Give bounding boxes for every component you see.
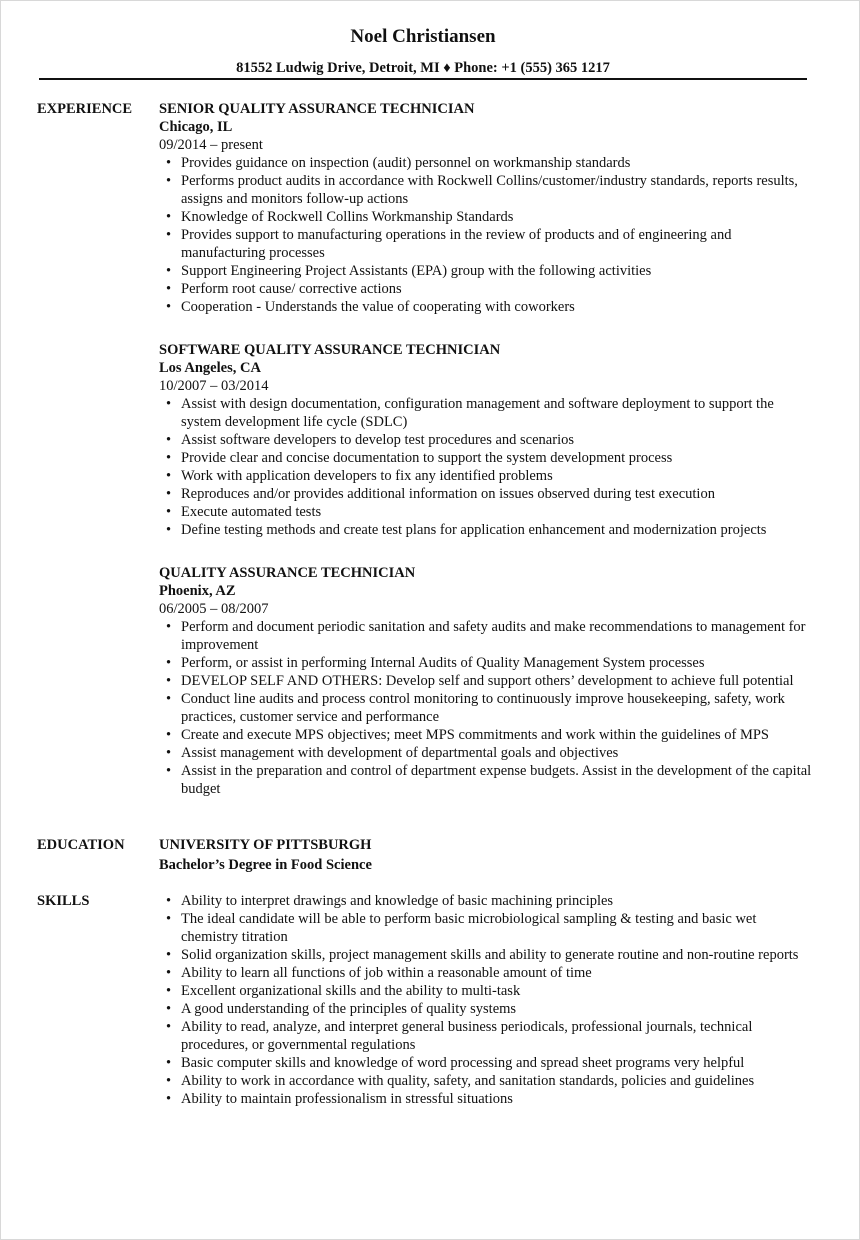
bullet-item: • Conduct line audits and process control monitoring to continuously improve housekeeping, safety, work practices, customer service and performance — [181, 690, 814, 726]
skill-item: • Excellent organizational skills and the ability to multi-task — [181, 982, 814, 1000]
bullet-item: • Assist software developers to develop test procedures and scenarios — [181, 431, 814, 449]
school-name: UNIVERSITY OF PITTSBURGH — [159, 837, 372, 853]
skill-item: • Basic computer skills and knowledge of word processing and spread sheet programs very helpful — [181, 1054, 814, 1072]
job-location: Los Angeles, CA — [159, 360, 261, 376]
bullet-item: • Define testing methods and create test plans for application enhancement and modernization projects — [181, 521, 814, 539]
job-title: SOFTWARE QUALITY ASSURANCE TECHNICIAN — [159, 342, 501, 358]
bullet-item: • Perform and document periodic sanitation and safety audits and make recommendations to management for improvement — [181, 618, 814, 654]
job-location: Phoenix, AZ — [159, 583, 236, 599]
section-heading-skills: SKILLS — [37, 893, 90, 909]
skill-item: • Ability to work in accordance with quality, safety, and sanitation standards, policies and guidelines — [181, 1072, 814, 1090]
bullet-item: • Assist management with development of departmental goals and objectives — [181, 744, 814, 762]
job-bullets — [159, 618, 814, 798]
job-entry — [159, 341, 814, 539]
resume-header — [39, 25, 807, 78]
bullet-item: • Execute automated tests — [181, 503, 814, 521]
skill-item: • A good understanding of the principles of quality systems — [181, 1000, 814, 1018]
bullet-item: • Create and execute MPS objectives; meet MPS commitments and work within the guidelines of MPS — [181, 726, 814, 744]
bullet-item: • Assist with design documentation, configuration management and software deployment to support the system development life cycle (SDLC) — [181, 395, 814, 431]
skill-item: • Solid organization skills, project management skills and ability to generate routine and non-routine reports — [181, 946, 814, 964]
bullet-item: • Work with application developers to fix any identified problems — [181, 467, 814, 485]
bullet-item: • DEVELOP SELF AND OTHERS: Develop self and support others’ development to achieve full potential — [181, 672, 814, 690]
header-divider — [39, 78, 807, 80]
job-title: SENIOR QUALITY ASSURANCE TECHNICIAN — [159, 101, 475, 117]
education-entry — [159, 836, 814, 874]
job-dates: 06/2005 – 08/2007 — [159, 601, 269, 617]
job-entry — [159, 100, 814, 316]
bullet-item: • Provide clear and concise documentation to support the system development process — [181, 449, 814, 467]
skill-item: • The ideal candidate will be able to perform basic microbiological sampling & testing and basic wet chemistry titration — [181, 910, 814, 946]
bullet-item: • Provides support to manufacturing operations in the review of products and of engineering and manufacturing processes — [181, 226, 814, 262]
bullet-item: • Reproduces and/or provides additional information on issues observed during test execution — [181, 485, 814, 503]
bullet-item: • Provides guidance on inspection (audit) personnel on workmanship standards — [181, 154, 814, 172]
section-heading-education: EDUCATION — [37, 837, 125, 853]
job-bullets — [159, 395, 814, 539]
skill-item: • Ability to learn all functions of job within a reasonable amount of time — [181, 964, 814, 982]
job-location: Chicago, IL — [159, 119, 233, 135]
bullet-item: • Assist in the preparation and control of department expense budgets. Assist in the development of the capital budget — [181, 762, 814, 798]
experience-list — [159, 100, 814, 823]
job-bullets — [159, 154, 814, 316]
section-heading-experience: EXPERIENCE — [37, 101, 133, 117]
degree: Bachelor’s Degree in Food Science — [159, 857, 372, 873]
skills-bullets — [159, 892, 814, 1108]
skills-list — [159, 892, 814, 1108]
contact-line: 81552 Ludwig Drive, Detroit, MI ♦ Phone: +1 (555) 365 1217 — [236, 60, 610, 76]
skill-item: • Ability to read, analyze, and interpret general business periodicals, professional journals, technical procedures, or governmental regulations — [181, 1018, 814, 1054]
skill-item: • Ability to maintain professionalism in stressful situations — [181, 1090, 814, 1108]
bullet-item: • Knowledge of Rockwell Collins Workmanship Standards — [181, 208, 814, 226]
bullet-item: • Performs product audits in accordance with Rockwell Collins/customer/industry standards, reports results, assigns and monitors follow-up actions — [181, 172, 814, 208]
job-title: QUALITY ASSURANCE TECHNICIAN — [159, 565, 416, 581]
job-entry — [159, 564, 814, 798]
bullet-item: • Perform, or assist in performing Internal Audits of Quality Management System processes — [181, 654, 814, 672]
skill-item: • Ability to interpret drawings and knowledge of basic machining principles — [181, 892, 814, 910]
bullet-item: • Support Engineering Project Assistants (EPA) group with the following activities — [181, 262, 814, 280]
bullet-item: • Cooperation - Understands the value of cooperating with coworkers — [181, 298, 814, 316]
job-dates: 09/2014 – present — [159, 137, 263, 153]
job-dates: 10/2007 – 03/2014 — [159, 378, 269, 394]
candidate-name: Noel Christiansen — [350, 26, 496, 47]
bullet-item: • Perform root cause/ corrective actions — [181, 280, 814, 298]
